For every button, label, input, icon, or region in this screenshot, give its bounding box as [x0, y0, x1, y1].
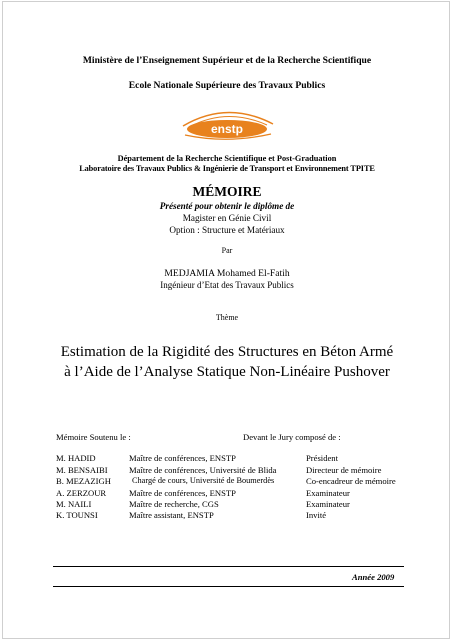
option-text: Option : Structure et Matériaux [169, 225, 285, 235]
degree-text: Magister en Génie Civil [182, 213, 272, 223]
author-name: MEDJAMIA Mohamed El-Fatih [164, 268, 290, 279]
footer-rule-bottom [53, 586, 404, 587]
enstp-logo [175, 102, 280, 144]
jury-member-title: Maître de conférences, Université de Blida [129, 465, 277, 475]
jury-member-role: Directeur de mémoire [306, 465, 382, 475]
footer-rule-top [53, 566, 404, 567]
jury-member-name: B. MEZAZIGH [56, 476, 111, 486]
jury-member-role: Invité [306, 510, 327, 520]
jury-member-name: M. BENSAIBI [56, 465, 108, 475]
department-heading: Département de la Recherche Scientifique et Post-Graduation [117, 154, 337, 163]
theme-label: Thème [215, 313, 239, 322]
jury-member-title: Maître assistant, ENSTP [129, 510, 214, 520]
jury-member-role: Examinateur [306, 499, 350, 509]
author-title: Ingénieur d’Etat des Travaux Publics [160, 280, 294, 290]
jury-member-title: Maître de recherche, CGS [129, 499, 219, 509]
jury-member-name: M. NAILI [56, 499, 92, 509]
by-text: Par [221, 246, 233, 255]
jury-member-role: Examinateur [306, 488, 350, 498]
logo-text: enstp [210, 122, 244, 136]
laboratory-heading: Laboratoire des Travaux Publics & Ingénierie de Transport et Environnement TPITE [79, 164, 375, 173]
jury-member-name: M. HADID [56, 453, 96, 463]
jury-member-title: Maître de conférences, ENSTP [129, 453, 236, 463]
jury-member-role: Président [306, 453, 338, 463]
jury-label: Devant le Jury composé de : [243, 432, 341, 442]
school-heading: Ecole Nationale Supérieure des Travaux Publics [128, 80, 326, 91]
theme-line-1: Estimation de la Rigidité des Structures en Béton Armé [60, 344, 394, 360]
thesis-title: MÉMOIRE [192, 184, 262, 199]
defended-label: Mémoire Soutenu le : [56, 432, 131, 442]
jury-member-name: K. TOUNSI [56, 510, 98, 520]
jury-member-name: A. ZERZOUR [56, 488, 107, 498]
jury-member-role: Co-encadreur de mémoire [306, 476, 396, 486]
presented-for-text: Présenté pour obtenir le diplôme de [159, 201, 295, 211]
year-text: Année 2009 [352, 572, 395, 582]
theme-line-2: à l’Aide de l’Analyse Statique Non-Linéaire Pushover [64, 364, 390, 380]
jury-member-title: Maître de conférences, ENSTP [129, 488, 236, 498]
jury-member-title: Chargé de cours, Université de Boumerdès [132, 476, 275, 485]
ministry-heading: Ministère de l’Enseignement Supérieur et de la Recherche Scientifique [82, 55, 372, 66]
